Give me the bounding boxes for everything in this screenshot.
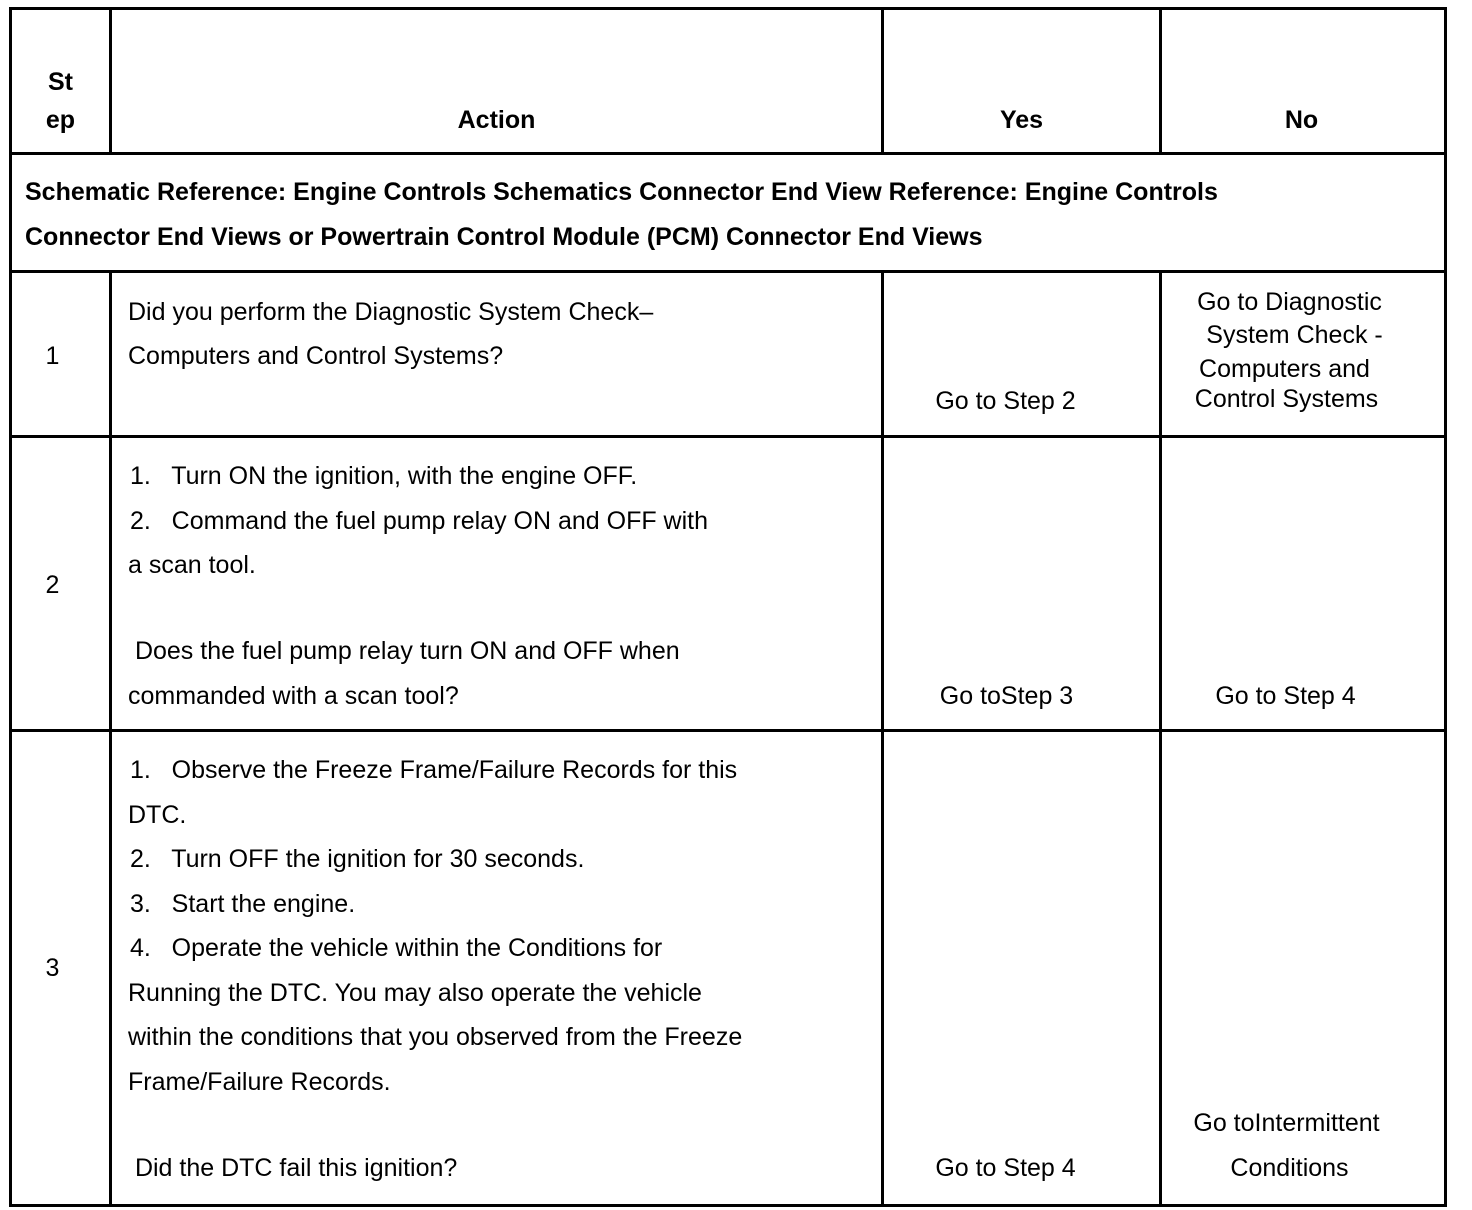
action-line: 1. Observe the Freeze Frame/Failure Records for this <box>130 756 738 784</box>
header-yes: Yes <box>999 106 1044 134</box>
row-divider <box>9 152 1445 155</box>
column-divider <box>109 270 112 1204</box>
no-result-line: Control Systems <box>1194 385 1379 413</box>
yes-result: Go to Step 4 <box>935 1154 1076 1182</box>
action-line: DTC. <box>128 801 187 829</box>
no-result-line: Go toIntermittent <box>1193 1109 1380 1137</box>
action-line: Did the DTC fail this ignition? <box>128 1154 458 1182</box>
action-line: within the conditions that you observed from the Freeze <box>128 1023 743 1051</box>
action-line: 2. Command the fuel pump relay ON and OFF with <box>130 507 709 535</box>
action-line: Did you perform the Diagnostic System Check– <box>128 298 654 326</box>
schematic-reference-line2: Connector End Views or Powertrain Control Module (PCM) Connector End Views <box>25 223 983 251</box>
step-number: 1 <box>45 342 60 370</box>
no-result-line: Go to Diagnostic <box>1197 288 1382 316</box>
header-no: No <box>1284 106 1319 134</box>
row-divider <box>9 729 1445 732</box>
yes-result: Go to Step 2 <box>935 387 1076 415</box>
schematic-reference-line1: Schematic Reference: Engine Controls Schematics Connector End View Reference: Engine Controls <box>25 178 1218 206</box>
no-result-line: System Check - <box>1206 321 1383 349</box>
action-line: 1. Turn ON the ignition, with the engine OFF. <box>130 462 638 490</box>
header-step-line2: ep <box>45 106 76 134</box>
step-number: 2 <box>45 571 60 599</box>
no-result-line: Computers and <box>1199 355 1370 383</box>
no-result-line: Conditions <box>1230 1154 1349 1182</box>
action-line: 3. Start the engine. <box>130 890 356 918</box>
no-result-line: Go to Step 4 <box>1215 682 1356 710</box>
action-line: 4. Operate the vehicle within the Conditions for <box>130 934 663 962</box>
action-line: 2. Turn OFF the ignition for 30 seconds. <box>130 845 585 873</box>
action-line: Does the fuel pump relay turn ON and OFF when <box>128 637 680 665</box>
header-step-line1: St <box>48 68 73 96</box>
action-line: a scan tool. <box>128 551 256 579</box>
action-line: Running the DTC. You may also operate the vehicle <box>128 979 702 1007</box>
row-divider <box>9 270 1445 273</box>
action-line: Computers and Control Systems? <box>128 342 504 370</box>
action-line: commanded with a scan tool? <box>128 682 459 710</box>
row-divider <box>9 435 1445 438</box>
action-line: Frame/Failure Records. <box>128 1068 391 1096</box>
yes-result: Go toStep 3 <box>939 682 1074 710</box>
header-action: Action <box>457 106 536 134</box>
step-number: 3 <box>45 954 60 982</box>
